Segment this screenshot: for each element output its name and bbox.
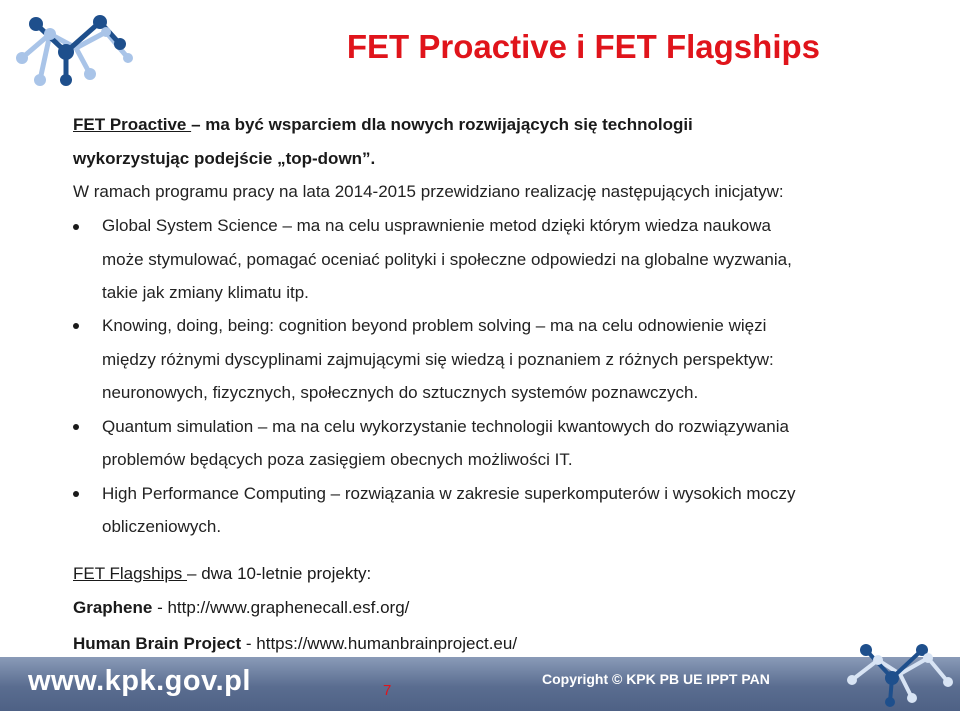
page-number: 7 xyxy=(383,682,392,699)
copyright-text: Copyright © KPK PB UE IPPT PAN xyxy=(542,671,770,687)
bullet-3-line-1: Quantum simulation – ma na celu wykorzystanie technologii kwantowych do rozwiązywania xyxy=(102,417,789,436)
footer-bar xyxy=(0,657,960,711)
proactive-label: FET Proactive xyxy=(73,115,192,134)
molecule-logo-icon xyxy=(838,640,958,710)
hbp-label: Human Brain Project xyxy=(73,634,242,653)
bullet-dot xyxy=(73,323,79,329)
bullet-1-line-2: może stymulować, pomagać oceniać polityki i społeczne odpowiedzi na globalne wyzwania, xyxy=(102,250,792,269)
flagships-label: FET Flagships xyxy=(73,564,188,583)
graphene-label: Graphene xyxy=(73,598,153,617)
bullet-4-line-2: obliczeniowych. xyxy=(102,517,222,536)
footer-url[interactable]: www.kpk.gov.pl xyxy=(28,665,251,697)
graphene-line xyxy=(73,597,409,619)
bullet-1-line-1: Global System Science – ma na celu usprawnienie metod dzięki którym wiedza naukowa xyxy=(102,216,771,235)
proactive-desc-1: – ma być wsparciem dla nowych rozwijających się technologii xyxy=(191,115,693,134)
bullet-3-line-2: problemów będących poza zasięgiem obecnych możliwości IT. xyxy=(102,450,573,469)
hbp-link[interactable]: - https://www.humanbrainproject.eu/ xyxy=(241,634,518,653)
hbp-line xyxy=(73,633,517,655)
proactive-desc-2: wykorzystując podejście „top-down”. xyxy=(73,149,376,168)
proactive-heading xyxy=(73,114,693,136)
bullet-1-line-3: takie jak zmiany klimatu itp. xyxy=(102,283,309,302)
intro-text: W ramach programu pracy na lata 2014-2015 przewidziano realizację następujących inicjatyw: xyxy=(73,182,784,201)
bullet-dot xyxy=(73,224,79,230)
bullet-dot xyxy=(73,491,79,497)
flagships-heading xyxy=(73,563,371,585)
bullet-2-line-3: neuronowych, fizycznych, społecznych do sztucznych systemów poznawczych. xyxy=(102,383,699,402)
bullet-dot xyxy=(73,424,79,430)
bullet-4-line-1: High Performance Computing – rozwiązania w zakresie superkomputerów i wysokich moczy xyxy=(102,484,796,503)
graphene-link[interactable]: - http://www.graphenecall.esf.org/ xyxy=(152,598,410,617)
flagships-desc: – dwa 10-letnie projekty: xyxy=(187,564,372,583)
bullet-2-line-2: między różnymi dyscyplinami zajmującymi się wiedzą i poznaniem z różnych perspektyw: xyxy=(102,350,774,369)
bullet-2-line-1: Knowing, doing, being: cognition beyond problem solving – ma na celu odnowienie więzi xyxy=(102,316,767,335)
page-title: FET Proactive i FET Flagships xyxy=(346,28,820,65)
